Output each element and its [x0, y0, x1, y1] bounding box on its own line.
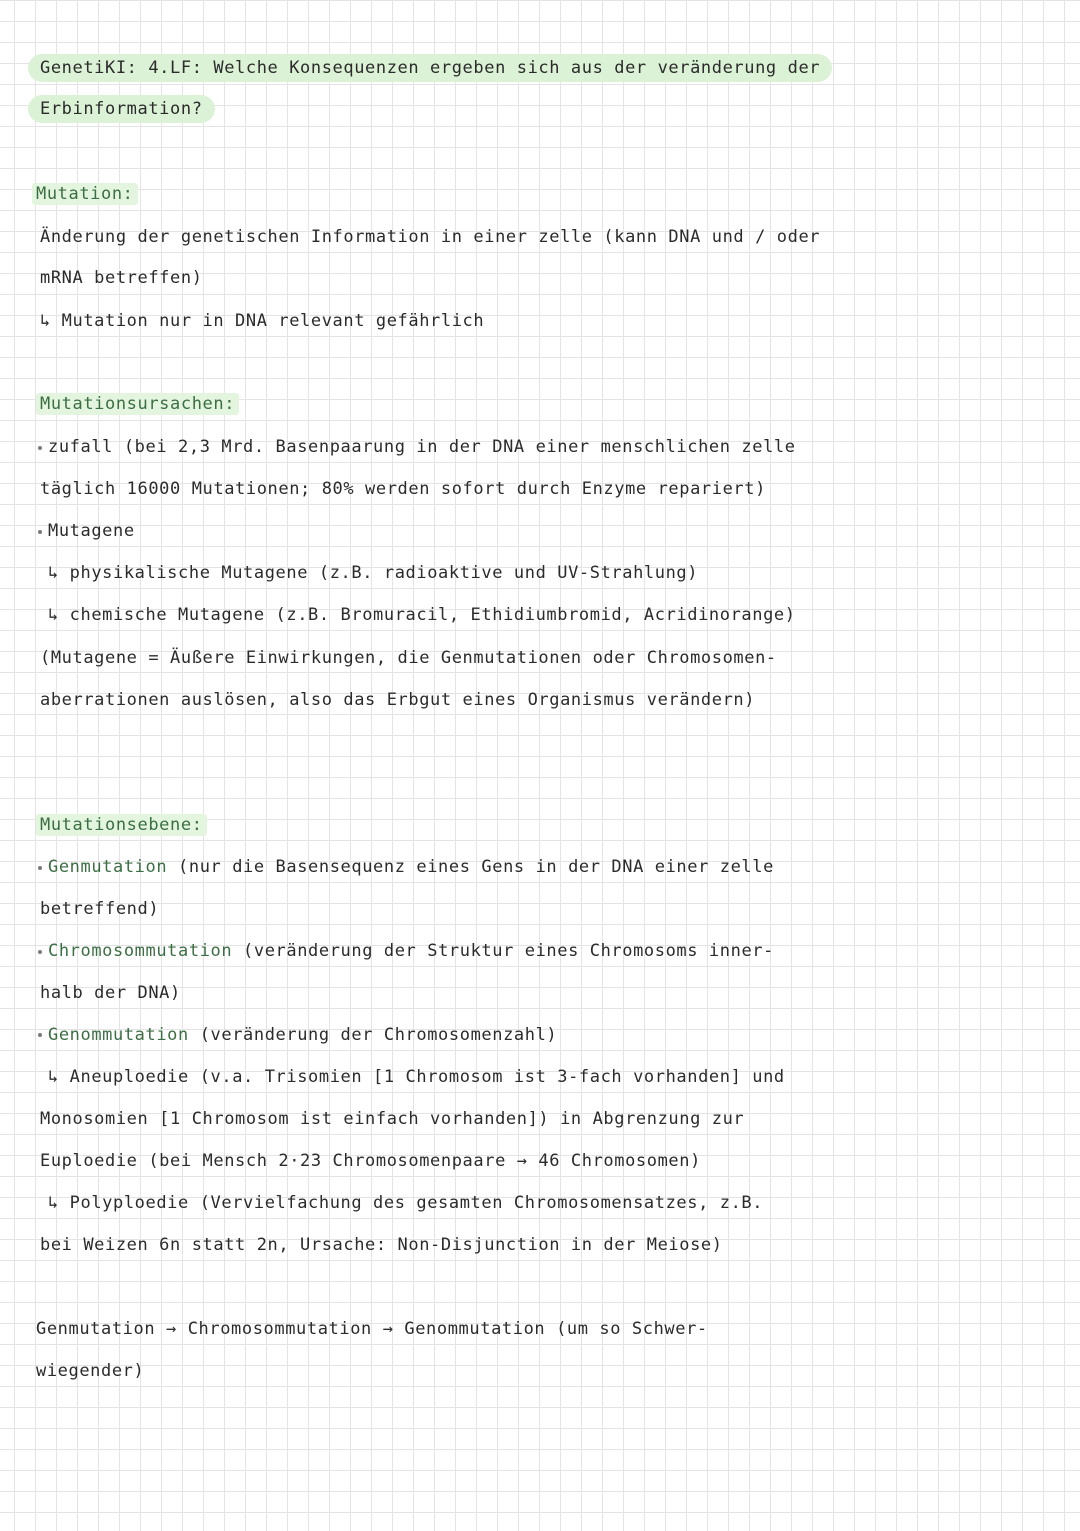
euploedie-line: Euploedie (bei Mensch 2·23 Chromosomenpaare → 46 Chromosomen): [40, 1151, 701, 1171]
genmutation-line-1: [48, 855, 774, 879]
mutation-note: ↳ Mutation nur in DNA relevant gefährlich: [40, 311, 485, 331]
aneuploedie-line-2: Monosomien [1 Chromosom ist einfach vorhanden]) in Abgrenzung zur: [40, 1109, 745, 1129]
mutagene-definition-line-2: aberrationen auslösen, also das Erbgut eines Organismus verändern): [40, 690, 756, 710]
mutagene-definition-line-1: (Mutagene = Äußere Einwirkungen, die Genmutationen oder Chromosomen-: [40, 648, 777, 668]
mutation-heading: Mutation:: [36, 182, 138, 206]
bullet-dot: [38, 950, 42, 954]
mutagene-label: Mutagene: [48, 521, 135, 541]
bullet-dot: [38, 866, 42, 870]
aneuploedie-line-1: ↳ Aneuploedie (v.a. Trisomien [1 Chromosom ist 3-fach vorhanden] und: [48, 1067, 785, 1087]
chromosommutation-term: Chromosommutation: [48, 941, 233, 961]
bullet-dot: [38, 446, 42, 450]
polyploedie-line-2: bei Weizen 6n statt 2n, Ursache: Non-Disjunction in der Meiose): [40, 1235, 723, 1255]
page-title-line-2: [40, 97, 215, 121]
mutationsursachen-heading: Mutationsursachen:: [40, 392, 239, 416]
bullet-dot: [38, 530, 42, 534]
genmutation-term: Genmutation: [48, 857, 168, 877]
chromosommutation-description: (veränderung der Struktur eines Chromosoms inner-: [232, 941, 774, 961]
summary-line-2: wiegender): [36, 1361, 145, 1381]
chromosommutation-line-1: [48, 939, 774, 963]
genommutation-description: (veränderung der Chromosomenzahl): [188, 1025, 558, 1045]
chromosommutation-line-2: halb der DNA): [40, 983, 181, 1003]
genommutation-term: Genommutation: [48, 1025, 189, 1045]
zufall-line-2: täglich 16000 Mutationen; 80% werden sofort durch Enzyme repariert): [40, 479, 766, 499]
genmutation-description: (nur die Basensequenz eines Gens in der DNA einer zelle: [167, 857, 774, 877]
genmutation-line-2: betreffend): [40, 899, 160, 919]
physikalische-mutagene: ↳ physikalische Mutagene (z.B. radioaktive und UV-Strahlung): [48, 563, 699, 583]
page-title-highlight: GenetiKI: 4.LF: Welche Konsequenzen ergeben sich aus der veränderung der: [28, 54, 832, 82]
mutation-definition-line-2: mRNA betreffen): [40, 268, 203, 288]
chemische-mutagene: ↳ chemische Mutagene (z.B. Bromuracil, Ethidiumbromid, Acridinorange): [48, 605, 796, 625]
summary-line-1: Genmutation → Chromosommutation → Genommutation (um so Schwer-: [36, 1319, 708, 1339]
bullet-dot: [38, 1033, 42, 1037]
mutation-definition-line-1: Änderung der genetischen Information in einer zelle (kann DNA und / oder: [40, 227, 821, 247]
zufall-line-1: zufall (bei 2,3 Mrd. Basenpaarung in der DNA einer menschlichen zelle: [48, 437, 796, 457]
mutationsebene-heading: Mutationsebene:: [40, 813, 207, 837]
genommutation-line-1: [48, 1023, 557, 1047]
page-title-highlight-2: Erbinformation?: [28, 95, 215, 123]
polyploedie-line-1: ↳ Polyploedie (Vervielfachung des gesamten Chromosomensatzes, z.B.: [48, 1193, 764, 1213]
page-title-line-1: [40, 56, 832, 80]
